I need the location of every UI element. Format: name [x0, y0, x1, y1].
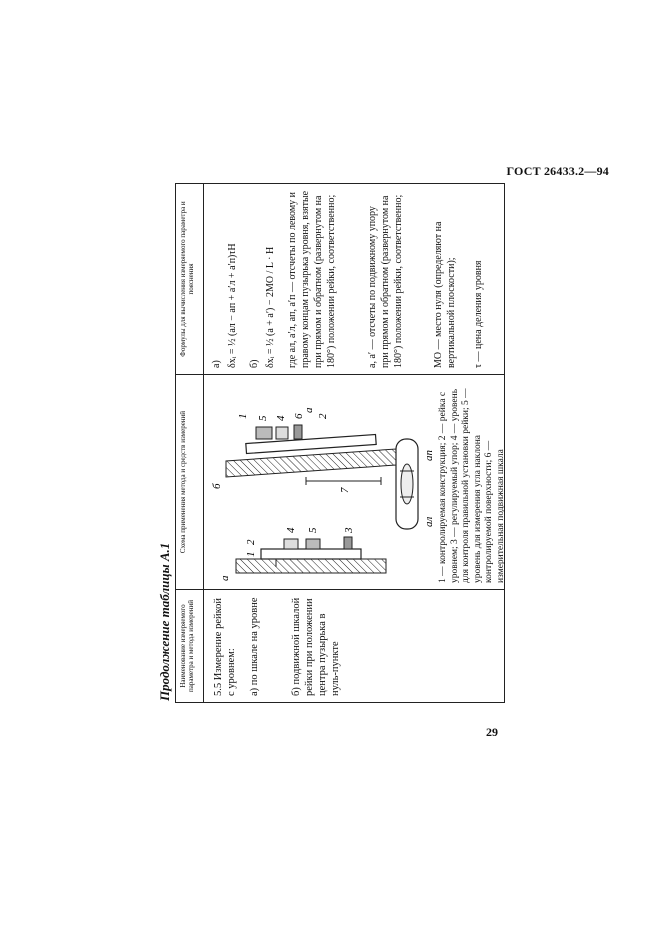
formula-b-label: б) [249, 359, 260, 368]
rotated-table-frame [155, 183, 505, 703]
label-al: aл [423, 516, 435, 527]
label-n3: 3 [343, 527, 355, 533]
right-level-4 [276, 427, 288, 439]
label-r1: 1 [237, 413, 249, 419]
measurement-scheme-drawing [206, 375, 436, 589]
scheme-legend: 1 — контролируемая конструкция; 2 — рейка с уровнем; 3 — регулируемый упор; 4 — уровень для контроля правильной установки рейки; 5 — уровень для измерения угла наклона контролируемой поверхности; 6 — измерительная подвижная шкала [438, 388, 505, 583]
method-a: а) по шкале на уровне [249, 597, 260, 696]
label-r5: 5 [257, 415, 269, 421]
bubble [401, 464, 413, 504]
formula-a-label: а) [211, 360, 222, 368]
method-title: 5.5 Измерение рейкой с уровнем: [213, 597, 237, 696]
method-header: Наименование измеряемого параметра и метода измерений [176, 590, 204, 702]
left-stop-3 [344, 537, 352, 549]
formula-b: δxᵢ = ½ (a + a′) − 2MO / L · H [265, 246, 276, 368]
label-n6: 6 [293, 413, 305, 419]
right-level-5 [256, 427, 272, 439]
method-b: б) подвижной шкалой рейки при положении центра пузырька в нуль-пункте [291, 597, 341, 696]
label-n4: 4 [285, 527, 297, 533]
label-n5: 5 [307, 527, 319, 533]
table-grid [175, 183, 505, 703]
label-n2: 2 [245, 539, 257, 545]
label-r2: 2 [317, 413, 329, 419]
left-level-4 [284, 539, 298, 549]
left-staff [261, 549, 361, 559]
formula-where: где aл, a′л, aп, a′п — отсчеты по левому и правому концам пузырька уровня, взятые при прямом и обратном (развернутом на 180°) положении рейки, соответственно; [287, 190, 337, 368]
label-n7: 7 [339, 487, 351, 493]
label-ra: а [303, 407, 315, 413]
formula-header: Формулы для вычисления измеряемого параметра и пояснения [176, 184, 204, 374]
method-column [176, 589, 504, 702]
label-n1: 1 [245, 551, 257, 557]
scheme-header: Схема применения метода и средств измерений [176, 375, 204, 589]
label-b: б [211, 483, 223, 489]
left-level-5 [306, 539, 320, 549]
label-an: aп [423, 450, 435, 461]
formula-column [176, 184, 504, 374]
standard-number: ГОСТ 26433.2—94 [506, 164, 609, 178]
left-wall [236, 559, 386, 573]
formula-a-a: a, a′ — отсчеты по подвижному упору при прямом и обратном (развернутом на 180°) положении рейки, соответственно; [367, 194, 404, 368]
label-a: а [219, 575, 231, 581]
formula-tau: τ — цена деления уровня [473, 260, 484, 368]
label-r4: 4 [275, 415, 287, 421]
table-continuation [155, 183, 505, 703]
formula-mo: MO — место нуля (определяют на вертикальной плоскости); [433, 221, 457, 368]
formula-a: δxᵢ = ½ (aл − aп + a′л + a′п)τH [227, 243, 238, 368]
table-caption: Продолжение таблицы А.1 [157, 542, 172, 701]
right-scale-6 [294, 425, 302, 439]
scheme-column [176, 374, 504, 589]
page-number: 29 [486, 725, 498, 739]
